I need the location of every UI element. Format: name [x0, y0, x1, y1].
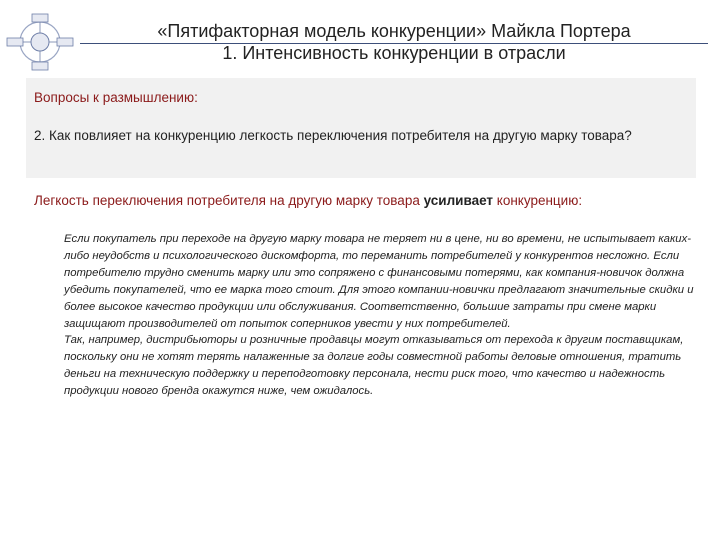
slide-title: [80, 20, 708, 64]
question-heading: Вопросы к размышлению:: [34, 90, 198, 105]
title-line-1: «Пятифакторная модель конкуренции» Майкла Портера: [157, 21, 631, 41]
question-text: 2. Как повлияет на конкуренцию легкость переключения потребителя на другую марку товара?: [34, 128, 632, 143]
explanation-text: [64, 231, 694, 400]
answer-statement: [34, 192, 684, 209]
answer-emphasis: усиливает: [423, 193, 494, 208]
five-forces-diagram-icon: [6, 12, 74, 72]
title-line-2: 1. Интенсивность конкуренции в отрасли: [222, 43, 566, 63]
answer-lead: Легкость переключения потребителя на другую марку товара: [34, 193, 424, 208]
title-divider: [80, 43, 708, 44]
explanation-paragraph-1: Если покупатель при переходе на другую марку товара не теряет ни в цене, ни во времени, не испытывает каких-либо неудобств и психологического дискомфорта, то переманить потребителей у конкурентов несложно. Если потребителю трудно сменить марку или это сопряжено с финансовыми потерями, как компания-новичок должна убедить покупателей, что ее марка того стоит. Для этого компании-новички предлагают значительные скидки и более высокое качество продукции или обслуживания. Соответственно, большие затраты при смене марки защищают производителей от попыток соперников увести у них потребителей.: [64, 233, 694, 330]
explanation-paragraph-2: Так, например, дистрибьюторы и розничные продавцы могут отказываться от перехода к другим поставщикам, поскольку они не хотят терять налаженные за долгие годы совместной работы деловые отношения, тратить деньги на техническую поддержку и переподготовку персонала, нести риск того, что качество и надежность продукции нового бренда окажутся ниже, чем ожидалось.: [64, 334, 684, 398]
answer-tail: конкуренцию:: [493, 193, 583, 208]
